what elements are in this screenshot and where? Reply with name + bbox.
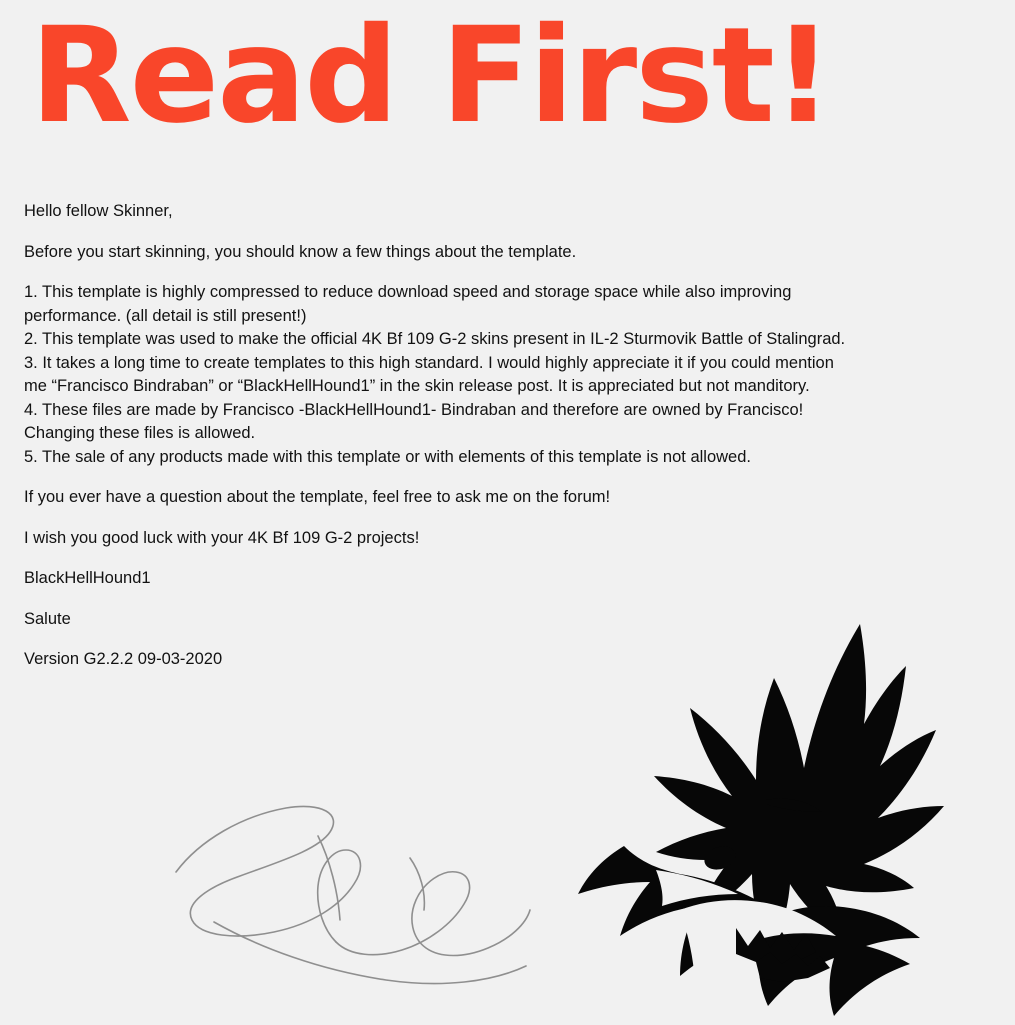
point-line-7: Changing these files is allowed. <box>24 424 256 442</box>
greeting-line: Hello fellow Skinner, <box>24 202 173 220</box>
point-line-8: 5. The sale of any products made with this template or with elements of this template is not allowed. <box>24 447 751 466</box>
point-line-1: 1. This template is highly compressed to reduce download speed and storage space while also improving <box>24 283 792 301</box>
author-line: BlackHellHound1 <box>24 569 151 587</box>
point-line-5: me “Francisco Bindraban” or “BlackHellHound1” in the skin release post. It is appreciated but not manditory. <box>24 377 810 395</box>
point-line-3: 2. This template was used to make the official 4K Bf 109 G-2 skins present in IL-2 Sturmovik Battle of Stalingrad. <box>24 330 846 348</box>
version-line: Version G2.2.2 09-03-2020 <box>24 650 223 668</box>
document-body <box>24 200 994 672</box>
points-list <box>24 281 994 469</box>
intro-line: Before you start skinning, you should know a few things about the template. <box>24 242 577 261</box>
goodluck-line: I wish you good luck with your 4K Bf 109 G-2 projects! <box>24 528 420 547</box>
question-line: If you ever have a question about the template, feel free to ask me on the forum! <box>24 488 611 506</box>
salute-line: Salute <box>24 609 71 628</box>
point-line-2: performance. (all detail is still present!) <box>24 306 307 325</box>
point-line-4: 3. It takes a long time to create templates to this high standard. I would highly appreciate it if you could mention <box>24 353 834 372</box>
page-title: Read First! <box>30 0 832 153</box>
wolf-head-logo-icon <box>560 610 980 1020</box>
handwritten-signature-icon <box>170 780 550 1000</box>
point-line-6: 4. These files are made by Francisco -BlackHellHound1- Bindraban and therefore are owned by Francisco! <box>24 400 804 419</box>
